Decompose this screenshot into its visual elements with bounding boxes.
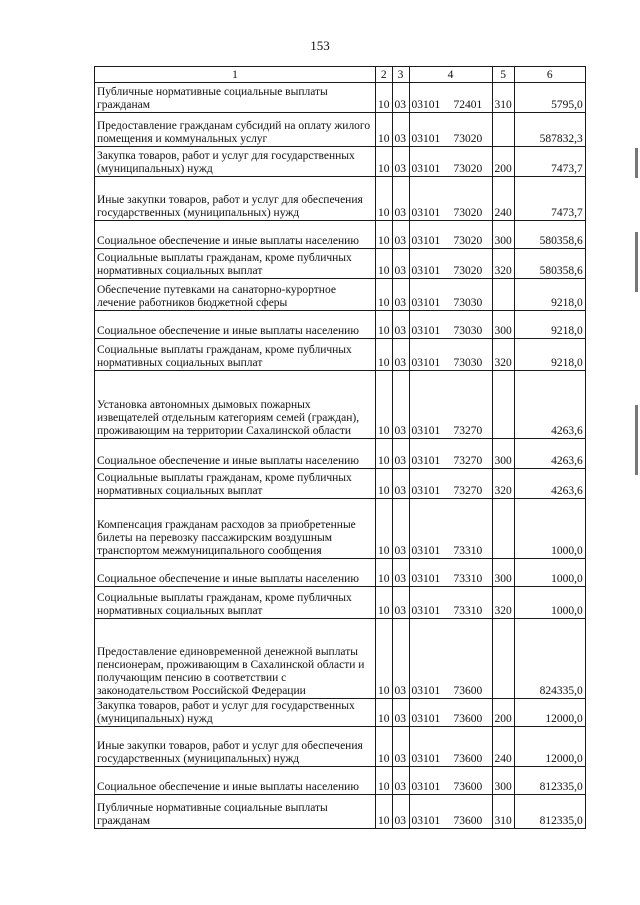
row-amount: 7473,7: [514, 177, 585, 221]
row-subsection-code: 03: [392, 371, 409, 439]
row-target-article-direction: 73020: [453, 207, 483, 219]
page-number: 153: [310, 38, 330, 53]
table-row: [95, 339, 586, 371]
row-target-article: [409, 339, 492, 371]
row-amount: 7473,7: [514, 147, 585, 177]
table-row: [95, 221, 586, 249]
row-section-code: 10: [376, 439, 393, 469]
row-subsection-code: 03: [392, 113, 409, 147]
row-target-article-program: 03101: [411, 163, 441, 175]
row-target-article: [409, 371, 492, 439]
row-target-article-program: 03101: [411, 485, 441, 497]
row-name: Социальное обеспечение и иные выплаты населению: [95, 767, 376, 795]
table-row: [95, 699, 586, 727]
table-row: [95, 147, 586, 177]
row-section-code: 10: [376, 499, 393, 559]
row-expense-type: 200: [492, 147, 514, 177]
row-target-article-program: 03101: [411, 235, 441, 247]
row-target-article: [409, 177, 492, 221]
row-name: Социальное обеспечение и иные выплаты населению: [95, 439, 376, 469]
row-expense-type: [492, 371, 514, 439]
row-target-article-direction: 73020: [453, 133, 483, 145]
row-target-article: [409, 83, 492, 113]
row-amount: 9218,0: [514, 339, 585, 371]
row-subsection-code: 03: [392, 559, 409, 587]
row-expense-type: 310: [492, 795, 514, 829]
row-name: Предоставление единовременной денежной выплаты пенсионерам, проживающим в Сахалинской области и получающим пенсию в соответствии с законодательством Российской Федерации: [95, 619, 376, 699]
table-row: [95, 311, 586, 339]
row-target-article-program: 03101: [411, 297, 441, 309]
table-row: [95, 249, 586, 279]
row-target-article: [409, 499, 492, 559]
row-target-article: [409, 619, 492, 699]
row-section-code: 10: [376, 699, 393, 727]
row-amount: 9218,0: [514, 311, 585, 339]
row-target-article-program: 03101: [411, 425, 441, 437]
row-expense-type: 240: [492, 177, 514, 221]
row-target-article: [409, 439, 492, 469]
row-subsection-code: 03: [392, 147, 409, 177]
row-name: Социальные выплаты гражданам, кроме публичных нормативных социальных выплат: [95, 469, 376, 499]
row-section-code: 10: [376, 727, 393, 767]
row-name: Социальные выплаты гражданам, кроме публичных нормативных социальных выплат: [95, 339, 376, 371]
row-name: Социальные выплаты гражданам, кроме публичных нормативных социальных выплат: [95, 587, 376, 619]
row-target-article: [409, 147, 492, 177]
header-col-6: 6: [514, 67, 585, 83]
row-subsection-code: 03: [392, 499, 409, 559]
row-name: Закупка товаров, работ и услуг для государственных (муниципальных) нужд: [95, 699, 376, 727]
row-amount: 1000,0: [514, 499, 585, 559]
row-target-article-direction: 73030: [453, 325, 483, 337]
row-expense-type: 300: [492, 559, 514, 587]
row-target-article: [409, 727, 492, 767]
row-section-code: 10: [376, 619, 393, 699]
row-name: Установка автономных дымовых пожарных извещателей отдельным категориям семей (граждан), проживающим на территории Сахалинской области: [95, 371, 376, 439]
budget-table: [94, 66, 586, 829]
row-subsection-code: 03: [392, 83, 409, 113]
row-target-article-program: 03101: [411, 325, 441, 337]
row-subsection-code: 03: [392, 619, 409, 699]
row-subsection-code: 03: [392, 339, 409, 371]
row-target-article: [409, 311, 492, 339]
row-target-article-direction: 73310: [453, 545, 483, 557]
row-target-article: [409, 221, 492, 249]
row-target-article-program: 03101: [411, 685, 441, 697]
row-name: Социальное обеспечение и иные выплаты населению: [95, 559, 376, 587]
row-subsection-code: 03: [392, 249, 409, 279]
table-row: [95, 499, 586, 559]
row-target-article-program: 03101: [411, 357, 441, 369]
row-amount: 812335,0: [514, 767, 585, 795]
row-amount: 4263,6: [514, 371, 585, 439]
row-name: Социальное обеспечение и иные выплаты населению: [95, 221, 376, 249]
header-col-1: 1: [95, 67, 376, 83]
row-target-article-direction: 73030: [453, 297, 483, 309]
table-body: [95, 83, 586, 829]
row-target-article-direction: 73020: [453, 265, 483, 277]
row-target-article-direction: 73600: [453, 753, 483, 765]
table-row: [95, 279, 586, 311]
row-expense-type: 310: [492, 83, 514, 113]
table-row: [95, 439, 586, 469]
row-section-code: 10: [376, 177, 393, 221]
header-col-2: 2: [376, 67, 393, 83]
header-col-3: 3: [392, 67, 409, 83]
row-name: Публичные нормативные социальные выплаты гражданам: [95, 795, 376, 829]
row-section-code: 10: [376, 795, 393, 829]
row-target-article-program: 03101: [411, 753, 441, 765]
row-target-article-direction: 73020: [453, 163, 483, 175]
row-section-code: 10: [376, 249, 393, 279]
table-row: [95, 795, 586, 829]
row-target-article-program: 03101: [411, 573, 441, 585]
row-target-article-program: 03101: [411, 455, 441, 467]
row-subsection-code: 03: [392, 727, 409, 767]
row-target-article: [409, 795, 492, 829]
row-target-article-program: 03101: [411, 207, 441, 219]
table-row: [95, 469, 586, 499]
row-subsection-code: 03: [392, 795, 409, 829]
row-section-code: 10: [376, 279, 393, 311]
row-expense-type: 240: [492, 727, 514, 767]
row-section-code: 10: [376, 311, 393, 339]
row-name: Социальные выплаты гражданам, кроме публичных нормативных социальных выплат: [95, 249, 376, 279]
row-target-article: [409, 587, 492, 619]
row-target-article: [409, 113, 492, 147]
row-target-article-program: 03101: [411, 133, 441, 145]
row-name: Предоставление гражданам субсидий на оплату жилого помещения и коммунальных услуг: [95, 113, 376, 147]
row-section-code: 10: [376, 83, 393, 113]
row-name: Закупка товаров, работ и услуг для государственных (муниципальных) нужд: [95, 147, 376, 177]
row-target-article-program: 03101: [411, 815, 441, 827]
row-expense-type: 320: [492, 587, 514, 619]
row-target-article-program: 03101: [411, 545, 441, 557]
row-subsection-code: 03: [392, 469, 409, 499]
row-expense-type: 300: [492, 767, 514, 795]
row-section-code: 10: [376, 113, 393, 147]
row-section-code: 10: [376, 147, 393, 177]
row-section-code: 10: [376, 339, 393, 371]
row-target-article: [409, 699, 492, 727]
table-row: [95, 371, 586, 439]
row-subsection-code: 03: [392, 311, 409, 339]
row-subsection-code: 03: [392, 439, 409, 469]
row-amount: 9218,0: [514, 279, 585, 311]
row-name: Иные закупки товаров, работ и услуг для обеспечения государственных (муниципальных) нужд: [95, 727, 376, 767]
row-target-article-direction: 73600: [453, 781, 483, 793]
row-subsection-code: 03: [392, 587, 409, 619]
table-row: [95, 619, 586, 699]
row-section-code: 10: [376, 587, 393, 619]
row-amount: 12000,0: [514, 699, 585, 727]
row-section-code: 10: [376, 469, 393, 499]
header-row: [95, 67, 586, 83]
row-amount: 580358,6: [514, 249, 585, 279]
row-target-article-direction: 73310: [453, 573, 483, 585]
row-target-article: [409, 279, 492, 311]
row-target-article-direction: 72401: [453, 99, 483, 111]
scan-edge-mark: [635, 148, 638, 178]
row-expense-type: 320: [492, 469, 514, 499]
row-amount: 1000,0: [514, 559, 585, 587]
row-target-article-direction: 73270: [453, 425, 483, 437]
row-subsection-code: 03: [392, 279, 409, 311]
row-target-article-direction: 73600: [453, 685, 483, 697]
row-subsection-code: 03: [392, 221, 409, 249]
row-section-code: 10: [376, 221, 393, 249]
row-name: Публичные нормативные социальные выплаты гражданам: [95, 83, 376, 113]
table-row: [95, 767, 586, 795]
row-expense-type: 320: [492, 249, 514, 279]
row-amount: 12000,0: [514, 727, 585, 767]
row-name: Иные закупки товаров, работ и услуг для обеспечения государственных (муниципальных) нужд: [95, 177, 376, 221]
row-target-article-direction: 73310: [453, 605, 483, 617]
row-name: Компенсация гражданам расходов за приобретенные билеты на перевозку пассажирским воздушным транспортом межмуниципального сообщения: [95, 499, 376, 559]
row-expense-type: 300: [492, 439, 514, 469]
row-expense-type: [492, 279, 514, 311]
table-row: [95, 587, 586, 619]
row-target-article-program: 03101: [411, 605, 441, 617]
row-expense-type: 200: [492, 699, 514, 727]
row-amount: 812335,0: [514, 795, 585, 829]
row-subsection-code: 03: [392, 767, 409, 795]
row-amount: 1000,0: [514, 587, 585, 619]
row-expense-type: [492, 499, 514, 559]
table-row: [95, 83, 586, 113]
row-target-article-direction: 73030: [453, 357, 483, 369]
header-col-5: 5: [492, 67, 514, 83]
row-section-code: 10: [376, 371, 393, 439]
row-target-article-program: 03101: [411, 265, 441, 277]
row-name: Обеспечение путевками на санаторно-курортное лечение работников бюджетной сферы: [95, 279, 376, 311]
row-target-article: [409, 559, 492, 587]
row-amount: 4263,6: [514, 439, 585, 469]
row-amount: 824335,0: [514, 619, 585, 699]
row-subsection-code: 03: [392, 699, 409, 727]
row-target-article-direction: 73600: [453, 815, 483, 827]
row-target-article: [409, 469, 492, 499]
row-target-article-program: 03101: [411, 713, 441, 725]
row-target-article: [409, 249, 492, 279]
row-amount: 587832,3: [514, 113, 585, 147]
scan-edge-mark: [635, 232, 638, 292]
header-col-4: 4: [409, 67, 492, 83]
row-expense-type: 320: [492, 339, 514, 371]
row-target-article-program: 03101: [411, 99, 441, 111]
table-row: [95, 177, 586, 221]
row-amount: 4263,6: [514, 469, 585, 499]
row-section-code: 10: [376, 767, 393, 795]
row-target-article-program: 03101: [411, 781, 441, 793]
row-expense-type: [492, 113, 514, 147]
row-target-article-direction: 73270: [453, 455, 483, 467]
row-section-code: 10: [376, 559, 393, 587]
row-target-article-direction: 73600: [453, 713, 483, 725]
table-row: [95, 113, 586, 147]
row-name: Социальное обеспечение и иные выплаты населению: [95, 311, 376, 339]
row-expense-type: 300: [492, 221, 514, 249]
row-target-article-direction: 73020: [453, 235, 483, 247]
table-row: [95, 727, 586, 767]
row-expense-type: 300: [492, 311, 514, 339]
scan-edge-mark: [635, 405, 638, 475]
table-row: [95, 559, 586, 587]
row-subsection-code: 03: [392, 177, 409, 221]
row-amount: 580358,6: [514, 221, 585, 249]
row-amount: 5795,0: [514, 83, 585, 113]
row-expense-type: [492, 619, 514, 699]
row-target-article: [409, 767, 492, 795]
row-target-article-direction: 73270: [453, 485, 483, 497]
